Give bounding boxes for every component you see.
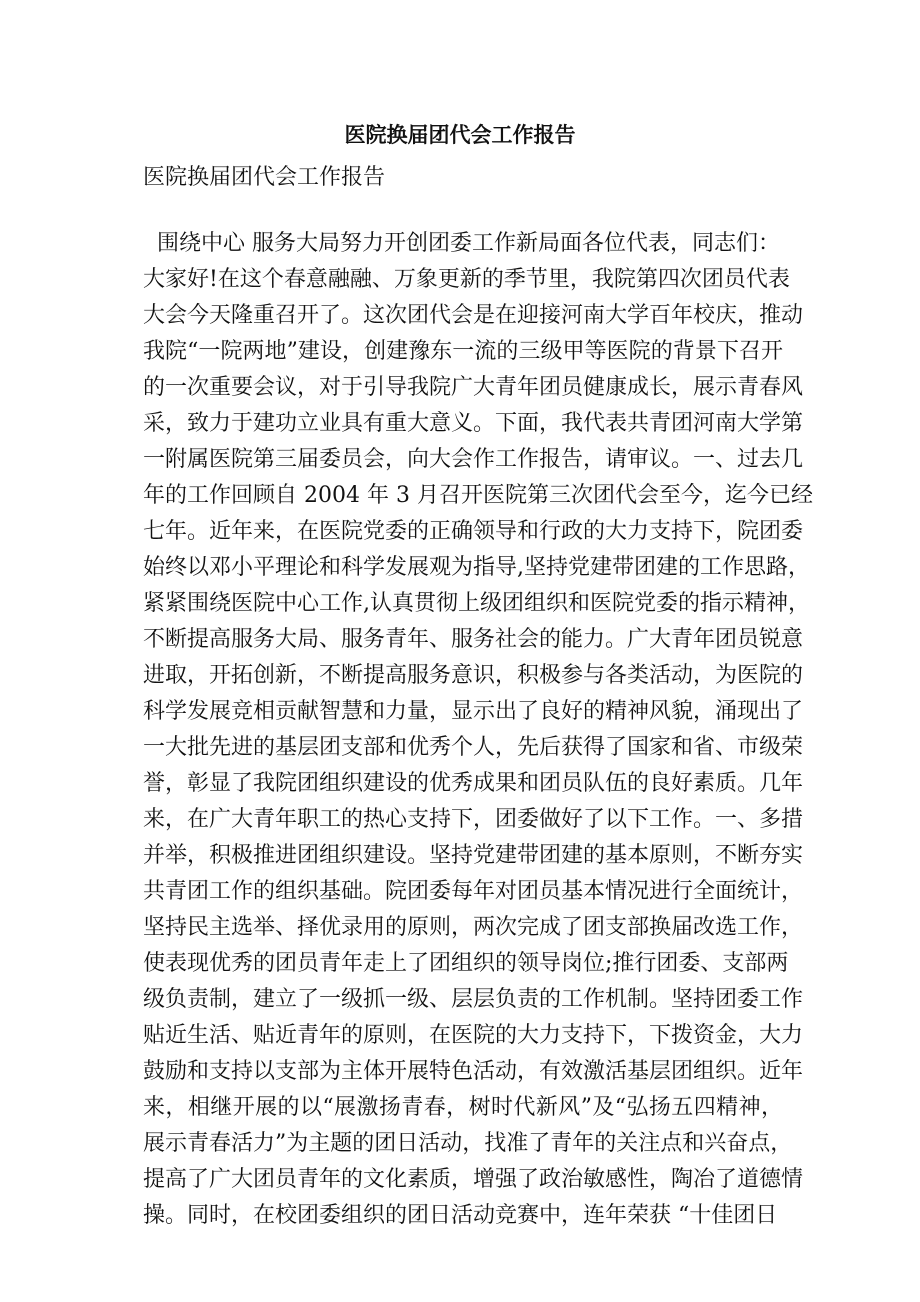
body-line: 坚持民主选举、择优录用的原则，两次完成了团支部换届改选工作， <box>143 915 804 940</box>
body-line: 提高了广大团员青年的文化素质，增强了政治敏感性，陶冶了道德情 <box>143 1167 804 1192</box>
document-subtitle: 医院换届团代会工作报告 <box>143 165 386 190</box>
body-line: 并举，积极推进团组织建设。坚持党建带团建的基本原则，不断夯实 <box>143 843 804 868</box>
body-line: 一附属医院第三届委员会，向大会作工作报告，请审议。一、过去几 <box>143 447 804 472</box>
body-line: 贴近生活、贴近青年的原则，在医院的大力支持下，下拨资金，大力 <box>143 1023 804 1048</box>
body-line: 围绕中心 服务大局努力开创团委工作新局面各位代表，同志们： <box>143 231 780 256</box>
body-line: 操。同时，在校团委组织的团日活动竞赛中，连年荣获 “十佳团日 <box>143 1203 778 1228</box>
body-line: 大家好!在这个春意融融、万象更新的季节里，我院第四次团员代表 <box>143 267 790 292</box>
body-line: 大会今天隆重召开了。这次团代会是在迎接河南大学百年校庆，推动 <box>143 303 804 328</box>
body-line: 采，致力于建功立业具有重大意义。下面，我代表共青团河南大学第 <box>143 411 804 436</box>
body-line: 誉，彰显了我院团组织建设的优秀成果和团员队伍的良好素质。几年 <box>143 771 804 796</box>
body-line: 级负责制，建立了一级抓一级、层层负责的工作机制。坚持团委工作 <box>143 987 804 1012</box>
body-line: 一大批先进的基层团支部和优秀个人，先后获得了国家和省、市级荣 <box>143 735 804 760</box>
body-line: 始终以邓小平理论和科学发展观为指导,坚持党建带团建的工作思路， <box>143 555 810 580</box>
document-title: 医院换届团代会工作报告 <box>344 122 576 147</box>
body-line: 不断提高服务大局、服务青年、服务社会的能力。广大青年团员锐意 <box>143 627 804 652</box>
body-line: 科学发展竞相贡献智慧和力量，显示出了良好的精神风貌，涌现出了 <box>143 699 804 724</box>
document-body <box>143 226 813 1234</box>
body-line: 使表现优秀的团员青年走上了团组织的领导岗位;推行团委、支部两 <box>143 951 789 976</box>
body-line: 共青团工作的组织基础。院团委每年对团员基本情况进行全面统计， <box>143 879 804 904</box>
body-line: 展示青春活力”为主题的团日活动，找准了青年的关注点和兴奋点， <box>143 1131 793 1156</box>
body-line: 的一次重要会议，对于引导我院广大青年团员健康成长，展示青春风 <box>143 375 804 400</box>
body-line: 年的工作回顾自 2004 年 3 月召开医院第三次团代会至今，迄今已经 <box>143 483 813 508</box>
body-line: 来，在广大青年职工的热心支持下，团委做好了以下工作。一、多措 <box>143 807 804 832</box>
body-line: 我院“一院两地”建设，创建豫东一流的三级甲等医院的背景下召开 <box>143 339 783 364</box>
body-line: 鼓励和支持以支部为主体开展特色活动，有效激活基层团组织。近年 <box>143 1059 804 1084</box>
body-line: 紧紧围绕医院中心工作,认真贯彻上级团组织和医院党委的指示精神， <box>143 591 810 616</box>
body-line: 来，相继开展的以“展激扬青春，树时代新风”及“弘扬五四精神， <box>143 1095 783 1120</box>
body-line: 进取，开拓创新，不断提高服务意识，积极参与各类活动，为医院的 <box>143 663 804 688</box>
body-line: 七年。近年来，在医院党委的正确领导和行政的大力支持下，院团委 <box>143 519 804 544</box>
